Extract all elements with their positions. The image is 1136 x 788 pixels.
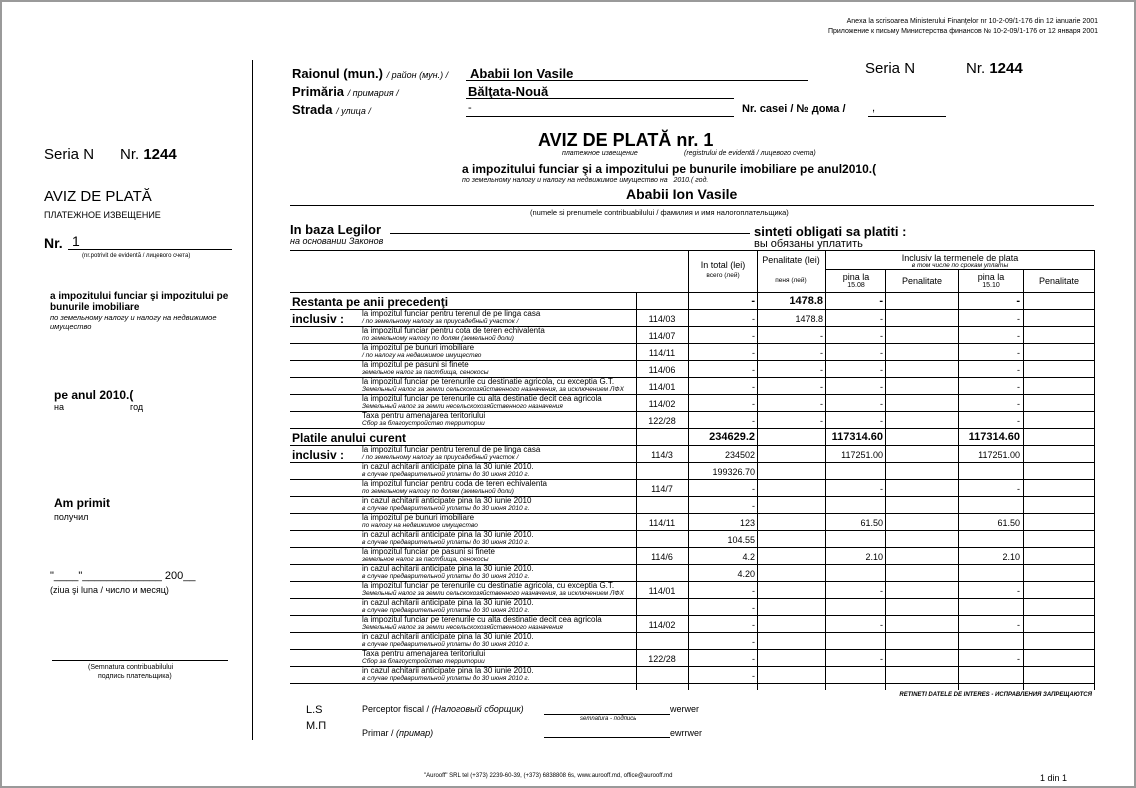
- cell-p2: -: [1016, 295, 1020, 307]
- cell-p1: -: [880, 484, 883, 494]
- cell-total: -: [752, 399, 755, 409]
- cell-total: -: [752, 620, 755, 630]
- primar-value: ewrrwer: [670, 728, 703, 738]
- legi-line: [390, 233, 750, 234]
- row-description: in cazul achitarii anticipate pina la 30 iunie 2010. в случае предварительной уплаты до 30 июня 2010 г.: [362, 530, 534, 546]
- legi-ru: на основании Законов: [290, 236, 384, 246]
- cell-total: -: [752, 382, 755, 392]
- cell-p2: -: [1017, 654, 1020, 664]
- row-label: inclusiv :: [292, 312, 345, 326]
- col-pen-ru: пеня (лей): [775, 277, 807, 284]
- row-label: inclusiv :: [292, 448, 345, 462]
- cell-pen: -: [820, 399, 823, 409]
- row-code: 114/01: [648, 586, 676, 596]
- row-description: la impozitul funciar pe terenurile cu destinatie agricola, cu exceptia G.T. Земельный налог за земли сельскохозяйственного назначения, за исключением ЛФХ: [362, 581, 624, 597]
- main-title: AVIZ DE PLATĂ nr. 1: [538, 130, 714, 150]
- main-title-ru: платежное извещение: [562, 150, 638, 157]
- raion-label: Raionul (mun.) / район (мун.) /: [292, 66, 449, 81]
- nrcasei-line: [868, 116, 946, 117]
- row-description: la impozitul funciar pentru coda de teren echivalenta по земельному налогу по долям (земельной доли): [362, 479, 547, 495]
- cell-p1: -: [880, 654, 883, 664]
- row-code: 114/11: [648, 348, 676, 358]
- stub-year: pe anul 2010.(: [54, 388, 134, 402]
- col-total-ru: всего (лей): [706, 272, 740, 279]
- col-p2-date: 15.10: [982, 282, 1000, 289]
- cell-p1: 117314.60: [831, 431, 883, 443]
- nrcasei-value: ,: [872, 102, 876, 114]
- cell-total: -: [752, 603, 755, 613]
- cell-total: -: [752, 501, 755, 511]
- col-p2-header: pina la: [977, 272, 1005, 282]
- row-description: in cazul achitarii anticipate pina la 30 iunie 2010. в случае предварительной уплаты до 30 июня 2010 г.: [362, 462, 534, 478]
- cell-p1: 117251.00: [841, 450, 883, 460]
- stub-year-god: год: [130, 402, 144, 412]
- strada-label: Strada / улица /: [292, 102, 371, 117]
- stub-received-ru: получил: [54, 512, 89, 522]
- legi-label: In baza Legilor: [290, 222, 382, 237]
- cell-total: 234502: [724, 450, 755, 460]
- stub-received: Am primit: [54, 496, 111, 510]
- row-separator: [290, 428, 1094, 429]
- col-incl-ru: в том числе по срокам уплаты: [911, 262, 1009, 269]
- col-pen2-header: Penalitate: [1038, 276, 1080, 286]
- primaria-line: [466, 98, 734, 99]
- cell-p1: -: [880, 382, 883, 392]
- cell-p2: 61.50: [997, 518, 1020, 528]
- cell-p2: -: [1017, 382, 1020, 392]
- main-title-hint: (registrului de evidentă / лицевого счета): [684, 150, 816, 157]
- row-description: la impozitul funciar pentru cota de teren echivalenta по земельному налогу по долям (земельной доли): [362, 326, 545, 342]
- cell-p1: -: [880, 348, 883, 358]
- raion-line: [466, 80, 808, 81]
- row-description: in cazul achitarii anticipate pina la 30 iunie 2010. в случае предварительной уплаты до 30 июня 2010 г.: [362, 564, 534, 580]
- cell-total: 123: [739, 518, 755, 528]
- row-description: in cazul achitarii anticipate pina la 30 iunie 2010. в случае предварительной уплаты до 30 июня 2010 г.: [362, 666, 534, 682]
- row-code: 114/02: [648, 399, 676, 409]
- cell-p2: -: [1017, 314, 1020, 324]
- row-description: la impozitul pe bunuri imobiliare / по налогу на недвижимое имущество: [362, 343, 482, 359]
- row-code: 114/01: [648, 382, 676, 392]
- col-pen-header: Penalitate (lei): [762, 255, 820, 265]
- cell-p2: -: [1017, 620, 1020, 630]
- nrcasei-label: Nr. casei / № дома /: [742, 103, 846, 115]
- cell-p1: 61.50: [860, 518, 883, 528]
- stub-date-line: "____"_____________ 200__: [50, 570, 196, 582]
- cell-total: 4.2: [742, 552, 755, 562]
- row-description: la impozitul pe bunuri imobiliare по налогу на недвижимое имущество: [362, 513, 478, 529]
- cell-p1: -: [880, 416, 883, 426]
- col-p1-date: 15.08: [847, 282, 865, 289]
- header-bottom-line: [290, 292, 1094, 293]
- row-description: Taxa pentru amenajarea teritoriului Сбор за благоустройство территории: [362, 649, 486, 665]
- stub-tax-ru: по земельному налогу и налогу на недвижимое имущество: [50, 313, 217, 331]
- cell-pen: 1478.8: [789, 295, 823, 307]
- cell-total: -: [752, 671, 755, 681]
- main-subtitle-ru: по земельному налогу и налогу на недвижимое имущество на 2010.( год.: [462, 177, 709, 184]
- cell-p2: 117314.60: [968, 431, 1020, 443]
- cell-total: 4.20: [737, 569, 755, 579]
- annex-ro: Anexa la scrisoarea Ministerului Finanţelor nr 10-2-09/1-176 din 12 ianuarie 2001: [846, 18, 1098, 25]
- cell-p2: -: [1017, 399, 1020, 409]
- page-number: 1 din 1: [1040, 773, 1068, 783]
- frame-top: [0, 0, 1136, 2]
- cell-pen: -: [820, 365, 823, 375]
- row-label: Restanta pe anii precedenţi: [292, 295, 449, 309]
- row-description: in cazul achitarii anticipate pina la 30 iunie 2010. в случае предварительной уплаты до 30 июня 2010 г.: [362, 632, 534, 648]
- col-pen1-header: Penalitate: [901, 276, 943, 286]
- primaria-label: Primăria / примария /: [292, 84, 399, 99]
- cell-pen: -: [820, 348, 823, 358]
- cell-total: -: [752, 365, 755, 375]
- obligati-ru: вы обязаны уплатить: [754, 238, 863, 250]
- cell-total: 104.55: [727, 535, 755, 545]
- main-seria: Seria N: [865, 60, 916, 77]
- stub-nr: Nr. 1244: [120, 146, 177, 163]
- row-description: la impozitul funciar pentru terenul de pe linga casa / по земельному налогу за приусадебный участок /: [362, 309, 541, 325]
- row-code: 114/7: [651, 484, 673, 494]
- taxpayer-name: Ababii Ion Vasile: [626, 186, 738, 202]
- cell-total: -: [752, 348, 755, 358]
- row-code: 114/07: [648, 331, 676, 341]
- cell-p2: 117251.00: [978, 450, 1020, 460]
- taxpayer-line: [290, 205, 1094, 206]
- strada-line: [466, 116, 734, 117]
- stub-nr2-hint: (nr.potrivit de evidentă / лицевого счета): [82, 253, 191, 259]
- row-code: 114/3: [651, 450, 673, 460]
- strada-value: -: [468, 102, 472, 114]
- row-description: la impozitul pe pasuni si finete земельное налог за пастбища, сенокосы: [362, 360, 489, 376]
- main-nr: Nr. 1244: [966, 60, 1023, 77]
- cell-total: -: [752, 654, 755, 664]
- primaria-value: Bălţata-Nouă: [468, 84, 549, 99]
- row-description: la impozitul funciar pe terenurile cu alta destinatie decit cea agricola Земельный налог за земли несельскохозяйственного назначения: [362, 615, 602, 631]
- stub-tax: a impozitului funciar şi impozitului pe bunurile imobiliare: [50, 291, 229, 313]
- stub-divider: [252, 60, 253, 740]
- row-description: Taxa pentru amenajarea teritoriului Сбор за благоустройство территории: [362, 411, 486, 427]
- cell-pen: -: [820, 331, 823, 341]
- primar-label: Primar / (примар): [362, 728, 434, 738]
- perceptor-label: Perceptor fiscal / (Налоговый сборщик): [362, 704, 524, 714]
- row-description: la impozitul funciar pe terenurile cu alta destinatie decit cea agricola Земельный налог за земли несельскохозяйственного назначения: [362, 394, 602, 410]
- cell-p2: -: [1017, 484, 1020, 494]
- stub-nr2-line: [68, 249, 232, 250]
- stub-sign-hint2: подпись плательщика): [98, 673, 172, 680]
- cell-p2: -: [1017, 331, 1020, 341]
- stub-sign-line: [52, 660, 228, 661]
- cell-total: -: [752, 331, 755, 341]
- cell-p1: -: [880, 365, 883, 375]
- annex-ru: Приложение к письму Министерства финансов № 10-2-09/1-176 от 12 января 2001: [827, 28, 1098, 35]
- stub-year-na: на: [54, 402, 64, 412]
- cell-p2: -: [1017, 416, 1020, 426]
- cell-p1: -: [880, 620, 883, 630]
- stub-title-ru: ПЛАТЕЖНОЕ ИЗВЕЩЕНИЕ: [44, 210, 161, 220]
- primar-line: [544, 737, 670, 738]
- perceptor-line: [544, 714, 670, 715]
- row-code: 114/6: [651, 552, 673, 562]
- cell-total: 234629.2: [709, 431, 755, 443]
- row-description: in cazul achitarii anticipate pina la 30 iunie 2010 в случае предварительной уплаты до 30 июня 2010 г.: [362, 496, 532, 512]
- raion-value: Ababii Ion Vasile: [470, 66, 574, 81]
- cell-pen: -: [820, 382, 823, 392]
- company-footer: "Aurooff" SRL tel (+373) 2239-60-39, (+373) 6838808 6s, www.aurooff.md, office@aurooff.md: [424, 773, 673, 779]
- cell-p2: -: [1017, 348, 1020, 358]
- obligati: sinteti obligati sa platiti :: [754, 224, 907, 239]
- cell-p2: -: [1017, 365, 1020, 375]
- frame-left: [0, 0, 2, 788]
- cell-total: -: [752, 586, 755, 596]
- col-incl-header: Inclusiv la termenele de plata: [901, 253, 1019, 263]
- cell-pen: 1478.8: [795, 314, 823, 324]
- perceptor-value: werwer: [670, 704, 700, 714]
- row-code: 114/02: [648, 620, 676, 630]
- cell-total: -: [752, 484, 755, 494]
- cell-p1: -: [880, 331, 883, 341]
- cell-p1: -: [880, 399, 883, 409]
- row-code: 122/28: [648, 654, 676, 664]
- row-code: 114/03: [648, 314, 676, 324]
- cell-p2: -: [1017, 586, 1020, 596]
- stub-title: AVIZ DE PLATĂ: [44, 188, 152, 205]
- cell-total: -: [751, 295, 755, 307]
- col-p1-header: pina la: [842, 272, 870, 282]
- cell-total: 199326.70: [712, 467, 755, 477]
- cell-total: -: [752, 637, 755, 647]
- row-description: la impozitul funciar pe terenurile cu destinatie agricola, cu exceptia G.T. Земельный налог за земли сельскохозяйственного назначения, за исключением ЛФХ: [362, 377, 624, 393]
- cell-total: -: [752, 314, 755, 324]
- stub-seria: Seria N: [44, 146, 95, 163]
- row-code: 122/28: [648, 416, 676, 426]
- row-code: 114/06: [648, 365, 676, 375]
- row-description: la impozitul funciar pentru terenul de pe linga casa / по земельному налогу за приусадебный участок /: [362, 445, 541, 461]
- retain-note: RETINETI DATELE DE INTERES - ИСПРАВЛЕНИЯ ЗАПРЕЩАЮТСЯ: [899, 692, 1092, 698]
- row-code: 114/11: [648, 518, 676, 528]
- col-total-header: In total (lei): [700, 260, 746, 270]
- cell-pen: -: [820, 416, 823, 426]
- perceptor-hint: semnatura - подпись: [580, 716, 637, 722]
- row-description: la impozitul funciar pe pasuni si finete земельное налог за пастбища, сенокосы: [362, 547, 495, 563]
- stub-date-hint: (ziua şi luna / число и месяц): [50, 585, 169, 595]
- stub-sign-hint1: (Semnatura contribuabilului: [88, 664, 174, 671]
- mp-label: М.П: [306, 720, 327, 732]
- cell-p1: -: [880, 586, 883, 596]
- stub-nr2-label: Nr.: [44, 235, 63, 251]
- row-separator: [290, 683, 1094, 684]
- cell-p1: 2.10: [865, 552, 883, 562]
- cell-p1: -: [879, 295, 883, 307]
- ls-label: L.S: [306, 704, 323, 716]
- taxpayer-hint: (numele si prenumele contribuabilului / фамилия и имя налогоплательщика): [530, 208, 789, 217]
- row-description: in cazul achitarii anticipate pina la 30 iunie 2010. в случае предварительной уплаты до 30 июня 2010 г.: [362, 598, 534, 614]
- stub-nr2-value: 1: [72, 233, 80, 249]
- main-subtitle: a impozitului funciar şi a impozitului pe bunurile imobiliare pe anul2010.(: [462, 162, 877, 176]
- cell-p1: -: [880, 314, 883, 324]
- row-label: Platile anului curent: [292, 431, 407, 445]
- cell-total: -: [752, 416, 755, 426]
- cell-p2: 2.10: [1002, 552, 1020, 562]
